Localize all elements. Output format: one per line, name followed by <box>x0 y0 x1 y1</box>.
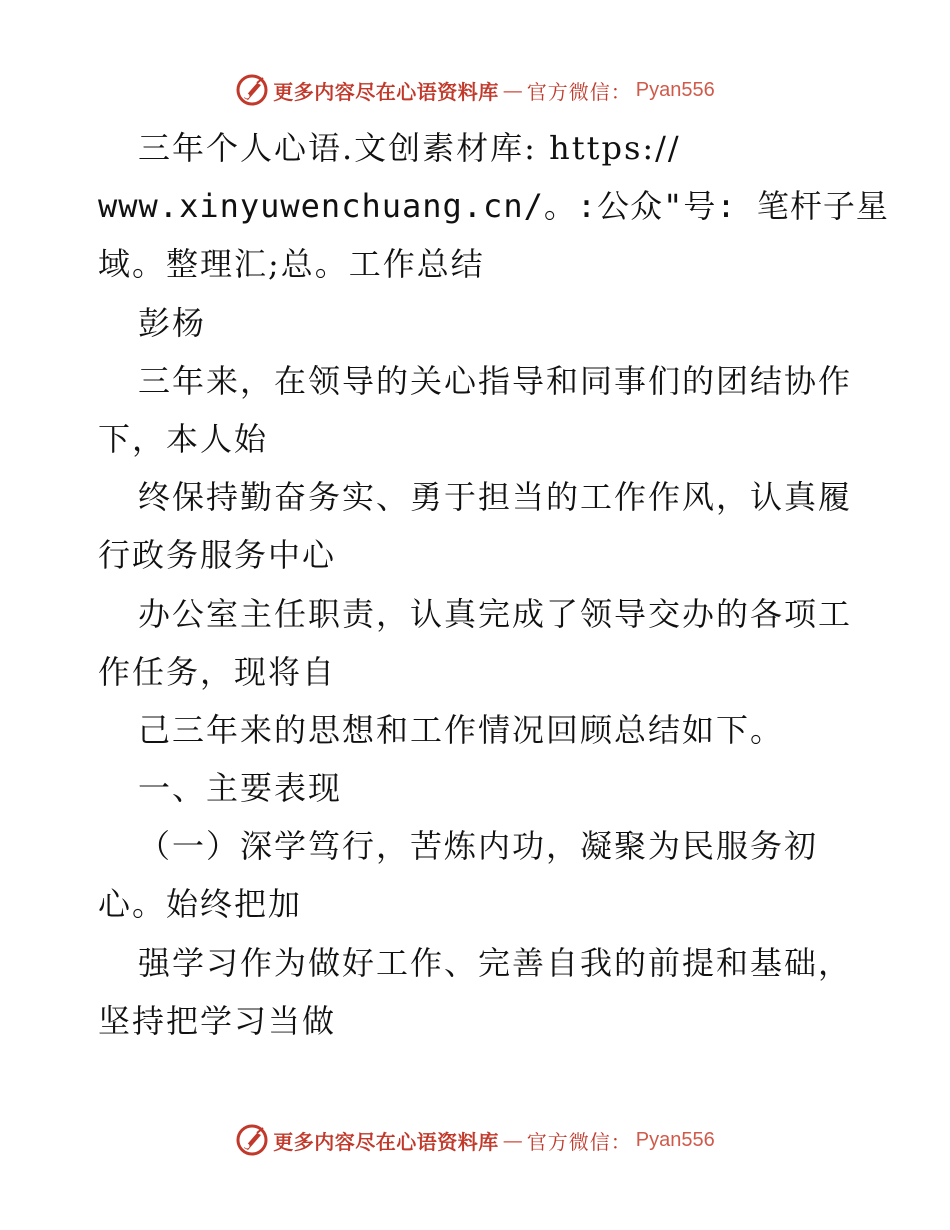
banner-wechat-label: 官方微信： <box>526 1129 632 1154</box>
banner-wechat-handle: Pyan556 <box>635 78 715 101</box>
quill-logo-icon <box>235 73 269 107</box>
body-line: 终保持勤奋务实、勇于担当的工作作风，认真履 <box>138 478 853 517</box>
body-line: 三年个人心语.文创素材库: https:// <box>138 129 681 167</box>
author-name: 彭杨 <box>138 303 207 342</box>
body-line: 域。整理汇;总。工作总结 <box>98 245 485 284</box>
body-line: 办公室主任职责，认真完成了领导交办的各项工 <box>138 594 853 633</box>
footer-banner <box>0 1120 950 1160</box>
body-line: 行政务服务中心 <box>98 536 337 575</box>
footer-banner-content <box>235 1123 714 1157</box>
subsection-heading: （一）深学笃行，苦炼内功，凝聚为民服务初 <box>138 827 819 866</box>
banner-dash: — <box>502 1128 523 1152</box>
body-line: 强学习作为做好工作、完善自我的前提和基础， <box>138 943 853 982</box>
document-body <box>98 119 889 1050</box>
section-heading: 一、主要表现 <box>138 769 343 808</box>
body-line: 心。始终把加 <box>98 885 303 924</box>
quill-logo-icon <box>235 1123 269 1157</box>
body-line: 下，本人始 <box>98 419 269 458</box>
banner-title: 更多内容尽在心语资料库 <box>273 1129 499 1154</box>
header-banner-content <box>235 73 714 107</box>
body-line: 作任务，现将自 <box>98 652 337 691</box>
header-banner <box>0 70 950 110</box>
body-line: 己三年来的思想和工作情况回顾总结如下。 <box>138 710 785 749</box>
banner-wechat-handle: Pyan556 <box>635 1128 715 1151</box>
body-line: 三年来，在领导的关心指导和同事们的团结协作 <box>138 361 853 400</box>
banner-wechat-label: 官方微信： <box>526 79 632 104</box>
body-line: www.xinyuwenchuang.cn/。:公众"号: 笔杆子星 <box>98 187 889 226</box>
banner-title: 更多内容尽在心语资料库 <box>273 79 499 104</box>
body-line: 坚持把学习当做 <box>98 1001 337 1040</box>
banner-dash: — <box>502 78 523 102</box>
